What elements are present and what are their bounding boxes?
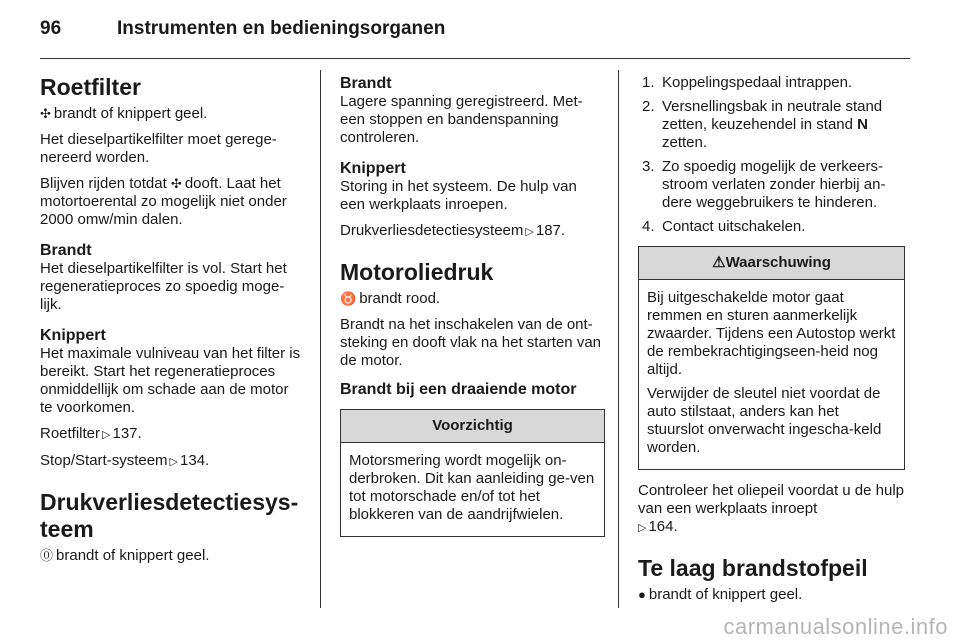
list-item (638, 74, 905, 92)
diesel-filter-icon: ✣ (40, 106, 51, 121)
column-divider-2 (618, 70, 619, 608)
paragraph: Storing in het systeem. De hulp van een werkplaats inroepen. (340, 178, 577, 213)
ref-label: Stop/Start-systeem (40, 452, 168, 469)
ref-page: 137. (112, 425, 142, 442)
column-2 (340, 74, 605, 537)
warning-triangle-icon: ⚠ (712, 254, 726, 271)
paragraph: Lagere spanning geregistreerd. Met-een stoppen en bandenspanning controleren. (340, 93, 583, 146)
cross-reference[interactable] (40, 452, 305, 471)
cross-reference[interactable] (638, 482, 905, 537)
column-1 (40, 74, 305, 573)
section-title-roetfilter: Roetfilter (40, 74, 141, 100)
step-text: Koppelingspedaal intrappen. (662, 74, 853, 91)
step-text: Zo spoedig mogelijk de verkeers-stroom verlaten zonder hierbij an-dere weggebruikers te hinderen. (662, 158, 886, 211)
column-3 (638, 74, 905, 612)
lamp-line (340, 290, 605, 308)
text: dooft. Laat het motortoerental zo mogelijk niet onder 2000 omw/min dalen. (40, 175, 287, 228)
ref-label: Roetfilter (40, 425, 101, 442)
header-divider (40, 58, 910, 59)
step-number: 1. (642, 74, 655, 91)
lamp-line (40, 105, 305, 123)
caution-title: Voorzichtig (341, 410, 604, 443)
warning-title: Waarschuwing (725, 254, 831, 271)
section-title-motoroliedruk: Motoroliedruk (340, 259, 494, 285)
tire-pressure-icon: ⓪ (40, 548, 54, 563)
warning-text: Bij uitgeschakelde motor gaat remmen en sturen aanmerkelijk zwaarder. Tijdens een Autostop werkt de rembekrachtigingseen-heid nog altijd. (647, 289, 896, 378)
lamp-text: brandt of knippert geel. (53, 105, 208, 122)
diesel-filter-icon: ✣ (170, 176, 182, 191)
ref-label: Drukverliesdetectiesysteem (340, 222, 524, 239)
paragraph: Brandt na het inschakelen van de ont-steking en dooft vlak na het starten van de motor. (340, 316, 601, 369)
lamp-text: brandt rood. (359, 290, 441, 307)
lamp-text: brandt of knippert geel. (56, 547, 210, 564)
warning-box (638, 246, 905, 470)
paragraph: Controleer het oliepeil voordat u de hulp van een werkplaats inroept (638, 482, 905, 517)
subheading-brandt: Brandt (340, 75, 392, 92)
procedure-list (638, 74, 905, 236)
ref-arrow-icon: ▷ (525, 226, 534, 238)
step-number: 3. (642, 158, 655, 175)
list-item (638, 98, 905, 152)
chapter-title: Instrumenten en bedieningsorganen (117, 18, 446, 39)
text: Blijven rijden totdat (40, 175, 167, 192)
step-number: 2. (642, 98, 655, 115)
watermark: carmanualsonline.info (723, 614, 948, 639)
ref-page: 134. (180, 452, 210, 469)
column-divider-1 (320, 70, 321, 608)
gear-position: N (857, 116, 868, 133)
warning-body (639, 280, 904, 469)
step-text: Contact uitschakelen. (662, 218, 806, 235)
cross-reference[interactable] (40, 425, 305, 444)
step-text: Versnellingsbak in neutrale stand zetten, keuzehendel in stand (662, 98, 883, 133)
caution-text: Motorsmering wordt mogelijk on-derbroken. Dit kan aanleiding ge-ven tot motorschade en/of tot het blokkeren van de aandrijfwielen. (349, 452, 595, 523)
subheading-knippert: Knippert (340, 160, 406, 177)
lamp-line (638, 586, 905, 604)
fuel-indicator-icon: ● (638, 587, 646, 602)
subheading-brandt: Brandt (40, 242, 92, 259)
list-item (638, 218, 905, 236)
subheading-draaiende-motor: Brandt bij een draaiende motor (340, 381, 577, 398)
step-number: 4. (642, 218, 655, 235)
list-item (638, 158, 905, 212)
section-title-drukverlies: Drukverliesdetectiesys-teem (40, 489, 299, 542)
lamp-text: brandt of knippert geel. (648, 586, 803, 603)
page-header (40, 18, 445, 40)
subheading-knippert: Knippert (40, 327, 106, 344)
ref-arrow-icon: ▷ (169, 456, 179, 468)
ref-arrow-icon: ▷ (102, 429, 111, 441)
step-text: zetten. (662, 134, 708, 151)
cross-reference[interactable] (340, 222, 605, 241)
caution-body (341, 443, 604, 536)
ref-page: 164. (648, 518, 678, 535)
caution-box (340, 409, 605, 537)
section-title-brandstofpeil: Te laag brandstofpeil (638, 555, 868, 581)
paragraph: Het dieselpartikelfilter moet gerege-nereerd worden. (40, 131, 277, 166)
oil-can-icon: ♉ (340, 291, 357, 306)
ref-arrow-icon: ▷ (638, 522, 647, 534)
page-number: 96 (40, 18, 62, 39)
paragraph: Het dieselpartikelfilter is vol. Start het regeneratieproces zo spoedig moge-lijk. (40, 260, 287, 313)
paragraph: Het maximale vulniveau van het filter is bereikt. Start het regeneratieproces onmiddellijk om schade aan de motor te voorkomen. (40, 345, 301, 416)
lamp-line (40, 547, 305, 565)
ref-page: 187. (535, 222, 566, 239)
warning-header (639, 247, 904, 280)
warning-text: Verwijder de sleutel niet voordat de auto stilstaat, anders kan het stuurslot onverwacht ingescha-keld worden. (647, 385, 882, 456)
paragraph (40, 175, 305, 229)
